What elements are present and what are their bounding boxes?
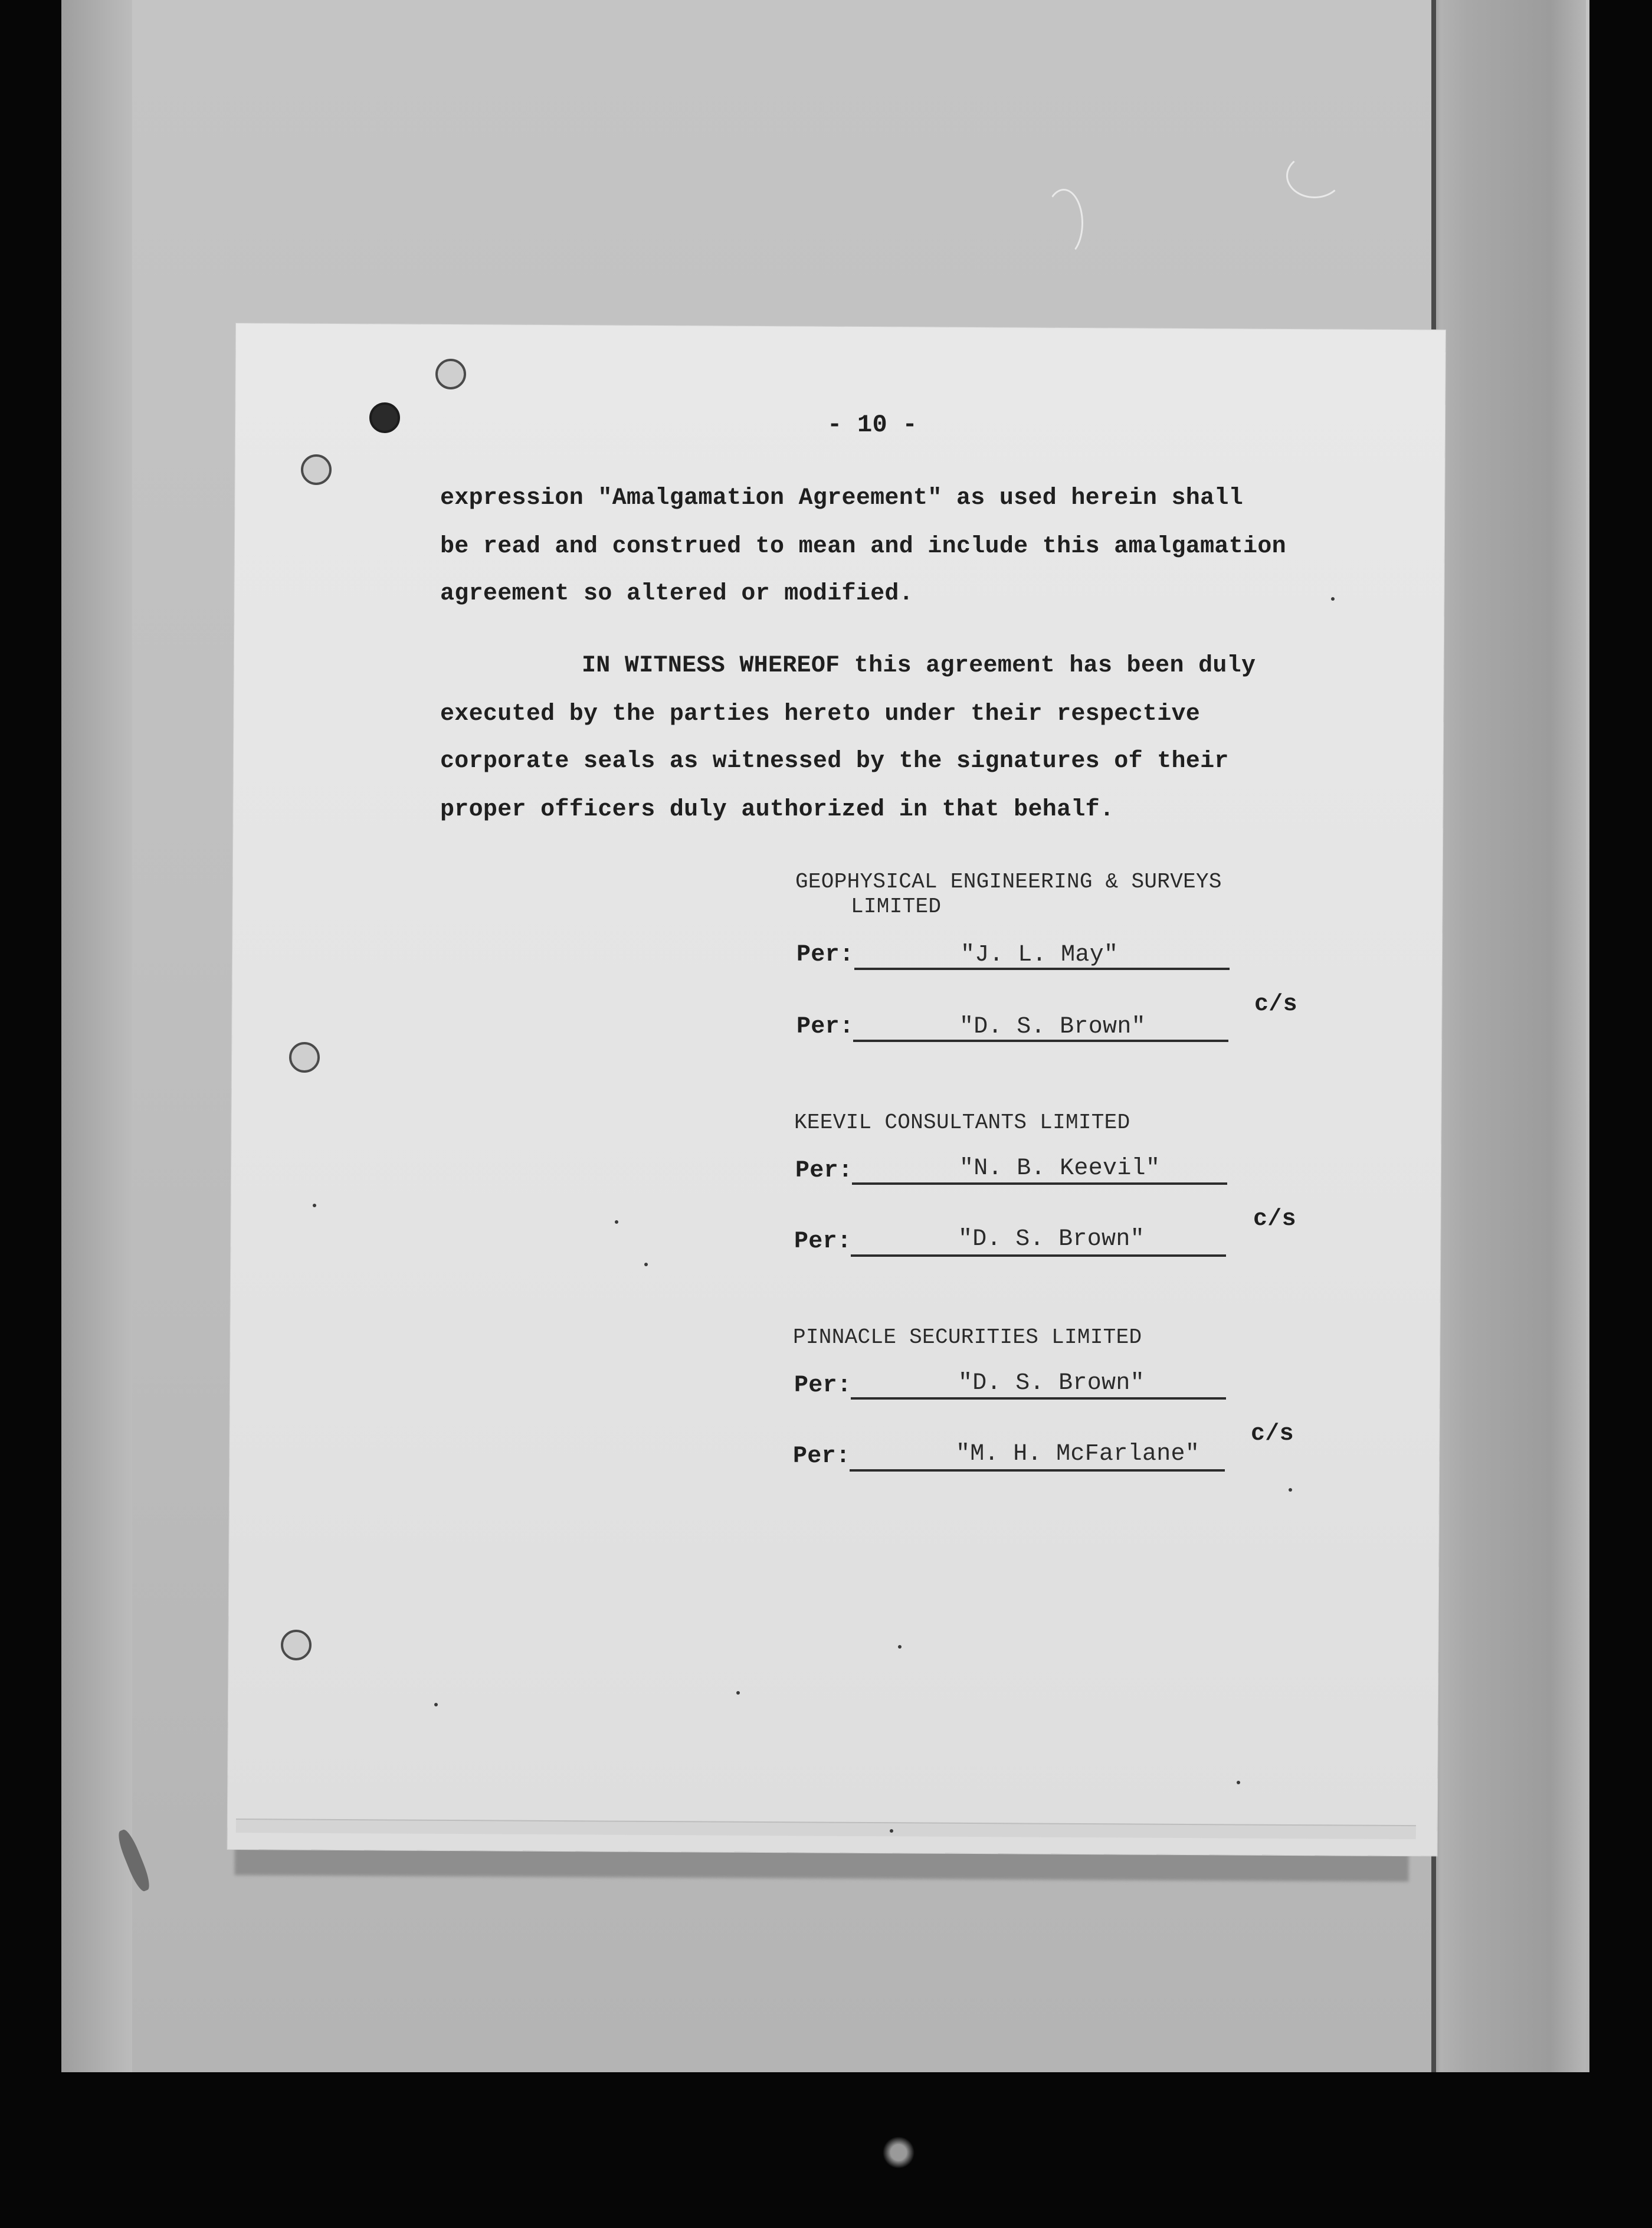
film-scratch	[1044, 189, 1083, 257]
paragraph-1-line: agreement so altered or modified.	[440, 581, 914, 607]
paragraph-2-line: corporate seals as witnessed by the signatures of their	[440, 748, 1229, 775]
punch-hole	[301, 454, 332, 485]
corporate-seal-mark: c/s	[1253, 1206, 1296, 1233]
signature-name: "D. S. Brown"	[958, 1226, 1145, 1253]
signature-label: Per:	[796, 942, 854, 968]
corporate-seal-mark: c/s	[1251, 1421, 1294, 1447]
paragraph-1-line: expression "Amalgamation Agreement" as used herein shall	[440, 485, 1244, 512]
scan-speck	[434, 1703, 438, 1706]
company-name: GEOPHYSICAL ENGINEERING & SURVEYS	[795, 870, 1222, 894]
signature-label: Per:	[793, 1443, 851, 1470]
punch-hole	[435, 359, 466, 389]
binder-edge	[1433, 0, 1586, 2072]
signature-name: "D. S. Brown"	[959, 1014, 1146, 1040]
signature-name: "D. S. Brown"	[958, 1370, 1145, 1397]
signature-label: Per:	[796, 1014, 854, 1040]
company-name-line2: LIMITED	[851, 895, 942, 919]
scan-speck	[890, 1829, 893, 1833]
signature-line	[851, 1254, 1226, 1257]
scan-speck	[736, 1691, 740, 1695]
paragraph-2-line: proper officers duly authorized in that behalf.	[440, 797, 1115, 823]
film-border	[0, 2072, 1652, 2228]
scan-speck	[1331, 597, 1335, 601]
signature-name: "N. B. Keevil"	[959, 1155, 1161, 1182]
scan-speck	[615, 1220, 618, 1224]
scan-speck	[1289, 1488, 1292, 1492]
company-name: PINNACLE SECURITIES LIMITED	[793, 1325, 1142, 1349]
signature-name: "M. H. McFarlane"	[956, 1441, 1200, 1467]
company-name: KEEVIL CONSULTANTS LIMITED	[794, 1110, 1130, 1135]
signature-line	[851, 1397, 1226, 1400]
signature-label: Per:	[794, 1228, 852, 1255]
paragraph-2-line: executed by the parties hereto under their respective	[440, 701, 1201, 728]
scan-speck	[313, 1204, 316, 1207]
scan-speck	[898, 1645, 902, 1649]
punch-hole	[281, 1630, 312, 1660]
scan-speck	[1237, 1781, 1240, 1784]
signature-line	[850, 1469, 1225, 1472]
scan-speck	[644, 1263, 648, 1266]
punch-hole	[289, 1042, 320, 1073]
film-scratch	[1286, 153, 1343, 198]
signature-label: Per:	[794, 1372, 852, 1399]
signature-line	[852, 1182, 1227, 1185]
signature-name: "J. L. May"	[961, 942, 1119, 968]
film-mark	[878, 2136, 919, 2169]
paragraph-1-line: be read and construed to mean and include this amalgamation	[440, 533, 1286, 560]
paragraph-2-line: IN WITNESS WHEREOF this agreement has been duly	[582, 653, 1256, 679]
corporate-seal-mark: c/s	[1254, 991, 1297, 1018]
signature-label: Per:	[795, 1158, 853, 1184]
punch-hole	[369, 402, 400, 433]
page-number: - 10 -	[827, 411, 918, 439]
